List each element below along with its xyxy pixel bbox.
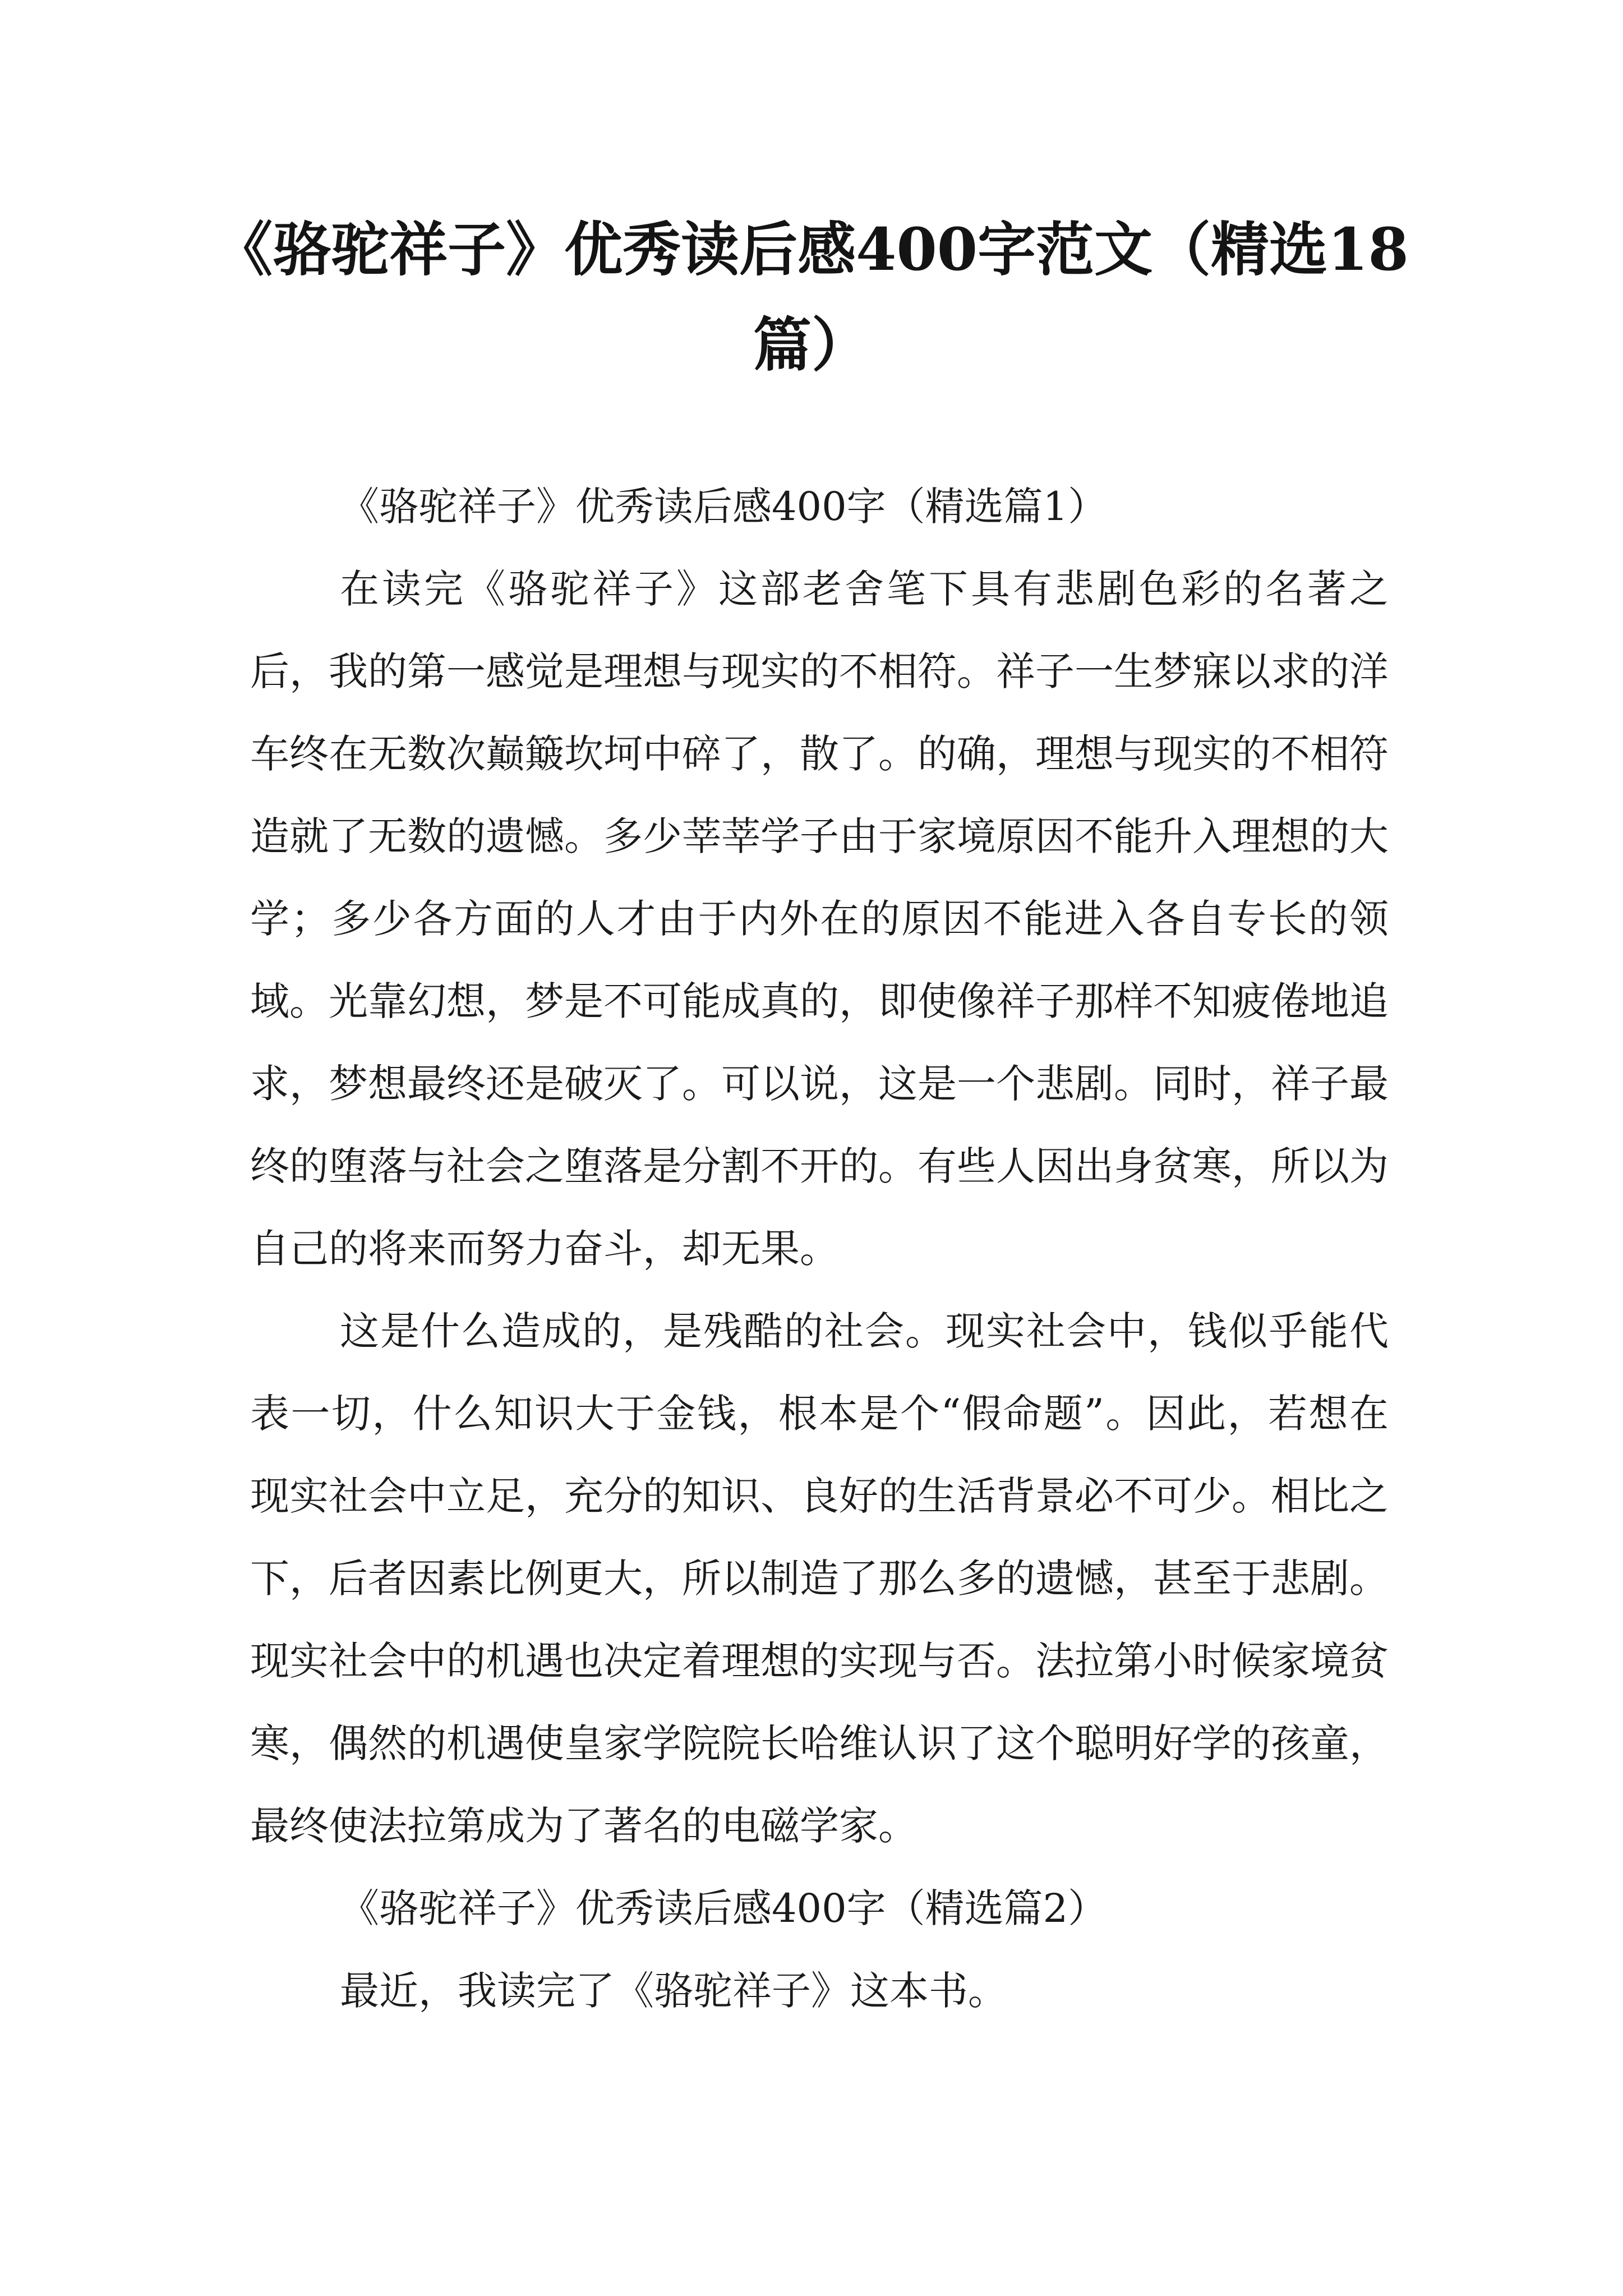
section-heading-2: 《骆驼祥子》优秀读后感400字（精选篇2）: [340, 1885, 1108, 1931]
body-paragraph: 在读完《骆驼祥子》这部老舍笔下具有悲剧色彩的名著之后，我的第一感觉是理想与现实的不相符。祥子一生梦寐以求的洋车终在无数次巅簸坎坷中碎了，散了。的确，理想与现实的不相符造就了无数的遗憾。多少莘莘学子由于家境原因不能升入理想的大学；多少各方面的人才由于内外在的原因不能进入各自专长的领域。光靠幻想，梦是不可能成真的，即使像祥子那样不知疲倦地追求，梦想最终还是破灭了。可以说，这是一个悲剧。同时，祥子最终的堕落与社会之堕落是分割不开的。有些人因出身贫寒，所以为自己的将来而努力奋斗，却无果。: [250, 566, 1389, 1272]
document-title: 《骆驼祥子》优秀读后感400字范文（精选18篇）: [214, 215, 1409, 379]
section-heading-1: 《骆驼祥子》优秀读后感400字（精选篇1）: [340, 484, 1108, 530]
document-body: [250, 466, 1389, 2032]
body-paragraph: 最近，我读完了《骆驼祥子》这本书。: [340, 1968, 1007, 2014]
body-paragraph: 这是什么造成的，是残酷的社会。现实社会中，钱似乎能代表一切，什么知识大于金钱，根本是个“假命题”。因此，若想在现实社会中立足，充分的知识、良好的生活背景必不可少。相比之下，后者因素比例更大，所以制造了那么多的遗憾，甚至于悲剧。现实社会中的机遇也决定着理想的实现与否。法拉第小时候家境贫寒，偶然的机遇使皇家学院院长哈维认识了这个聪明好学的孩童，最终使法拉第成为了著名的电磁学家。: [250, 1308, 1389, 1849]
